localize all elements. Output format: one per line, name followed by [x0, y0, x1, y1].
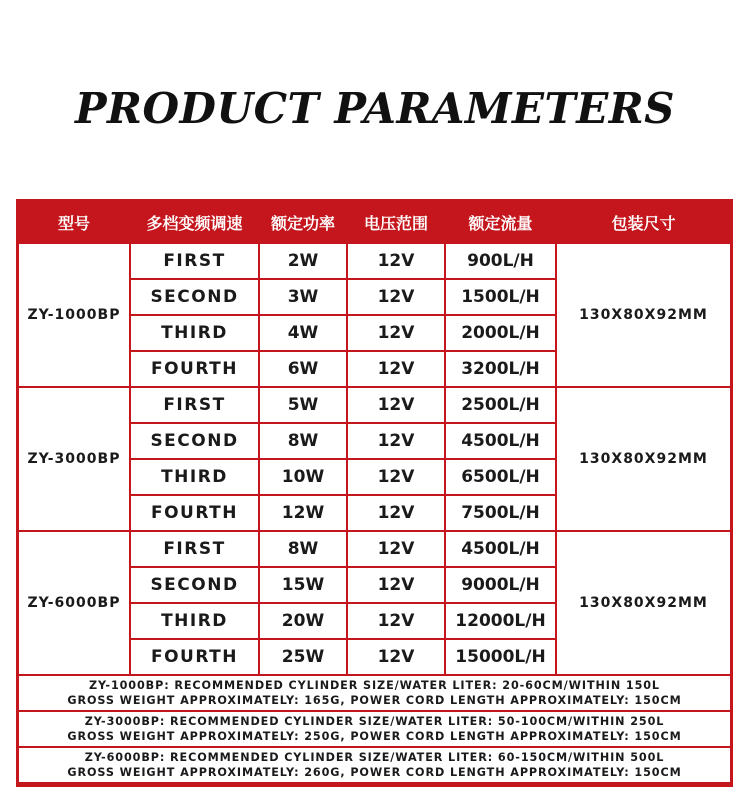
- voltage-cell: 12V: [348, 640, 444, 674]
- flow-cell: 900L/H: [446, 244, 555, 278]
- power-cell: 15W: [260, 568, 346, 602]
- flow-cell: 15000L/H: [446, 640, 555, 674]
- model-cell: ZY-6000BP: [19, 532, 129, 674]
- spec-note-line: ZY-3000BP: RECOMMENDED CYLINDER SIZE/WATER LITER: 50-100CM/WITHIN 250L: [84, 715, 665, 728]
- spec-note: [19, 712, 730, 746]
- header-voltage: 电压范围: [348, 202, 444, 242]
- header-model: 型号: [19, 202, 129, 242]
- gear-cell: FOURTH: [131, 640, 258, 674]
- page-title: PRODUCT PARAMETERS: [74, 84, 676, 133]
- spec-note-line: GROSS WEIGHT APPROXIMATELY: 250G, POWER CORD LENGTH APPROXIMATELY: 150CM: [67, 730, 682, 743]
- power-cell: 6W: [260, 352, 346, 386]
- voltage-cell: 12V: [348, 316, 444, 350]
- gear-cell: FIRST: [131, 532, 258, 566]
- header-package: 包装尺寸: [557, 202, 730, 242]
- spec-note-line: GROSS WEIGHT APPROXIMATELY: 260G, POWER CORD LENGTH APPROXIMATELY: 150CM: [67, 766, 682, 779]
- parameters-table: [16, 199, 733, 787]
- power-cell: 8W: [260, 424, 346, 458]
- flow-cell: 9000L/H: [446, 568, 555, 602]
- flow-cell: 2500L/H: [446, 388, 555, 422]
- voltage-cell: 12V: [348, 496, 444, 530]
- gear-cell: FIRST: [131, 388, 258, 422]
- power-cell: 3W: [260, 280, 346, 314]
- header-flow: 额定流量: [446, 202, 555, 242]
- power-cell: 12W: [260, 496, 346, 530]
- header-gear: 多档变频调速: [131, 202, 258, 242]
- package-size-cell: 130X80X92MM: [557, 388, 730, 530]
- voltage-cell: 12V: [348, 424, 444, 458]
- gear-cell: THIRD: [131, 316, 258, 350]
- voltage-cell: 12V: [348, 388, 444, 422]
- flow-cell: 7500L/H: [446, 496, 555, 530]
- power-cell: 5W: [260, 388, 346, 422]
- flow-cell: 6500L/H: [446, 460, 555, 494]
- power-cell: 25W: [260, 640, 346, 674]
- voltage-cell: 12V: [348, 352, 444, 386]
- flow-cell: 3200L/H: [446, 352, 555, 386]
- gear-cell: SECOND: [131, 568, 258, 602]
- gear-cell: FIRST: [131, 244, 258, 278]
- gear-cell: FOURTH: [131, 352, 258, 386]
- gear-cell: SECOND: [131, 280, 258, 314]
- power-cell: 8W: [260, 532, 346, 566]
- spec-note: [19, 676, 730, 710]
- voltage-cell: 12V: [348, 604, 444, 638]
- flow-cell: 2000L/H: [446, 316, 555, 350]
- flow-cell: 1500L/H: [446, 280, 555, 314]
- gear-cell: THIRD: [131, 604, 258, 638]
- spec-note: [19, 748, 730, 782]
- voltage-cell: 12V: [348, 460, 444, 494]
- flow-cell: 4500L/H: [446, 424, 555, 458]
- flow-cell: 12000L/H: [446, 604, 555, 638]
- voltage-cell: 12V: [348, 532, 444, 566]
- model-cell: ZY-3000BP: [19, 388, 129, 530]
- voltage-cell: 12V: [348, 568, 444, 602]
- power-cell: 2W: [260, 244, 346, 278]
- power-cell: 4W: [260, 316, 346, 350]
- power-cell: 10W: [260, 460, 346, 494]
- spec-note-line: ZY-1000BP: RECOMMENDED CYLINDER SIZE/WATER LITER: 20-60CM/WITHIN 150L: [89, 679, 660, 692]
- spec-note-line: ZY-6000BP: RECOMMENDED CYLINDER SIZE/WATER LITER: 60-150CM/WITHIN 500L: [84, 751, 665, 764]
- voltage-cell: 12V: [348, 280, 444, 314]
- gear-cell: FOURTH: [131, 496, 258, 530]
- gear-cell: THIRD: [131, 460, 258, 494]
- flow-cell: 4500L/H: [446, 532, 555, 566]
- spec-note-line: GROSS WEIGHT APPROXIMATELY: 165G, POWER CORD LENGTH APPROXIMATELY: 150CM: [67, 694, 682, 707]
- model-cell: ZY-1000BP: [19, 244, 129, 386]
- voltage-cell: 12V: [348, 244, 444, 278]
- gear-cell: SECOND: [131, 424, 258, 458]
- package-size-cell: 130X80X92MM: [557, 244, 730, 386]
- power-cell: 20W: [260, 604, 346, 638]
- package-size-cell: 130X80X92MM: [557, 532, 730, 674]
- header-power: 额定功率: [260, 202, 346, 242]
